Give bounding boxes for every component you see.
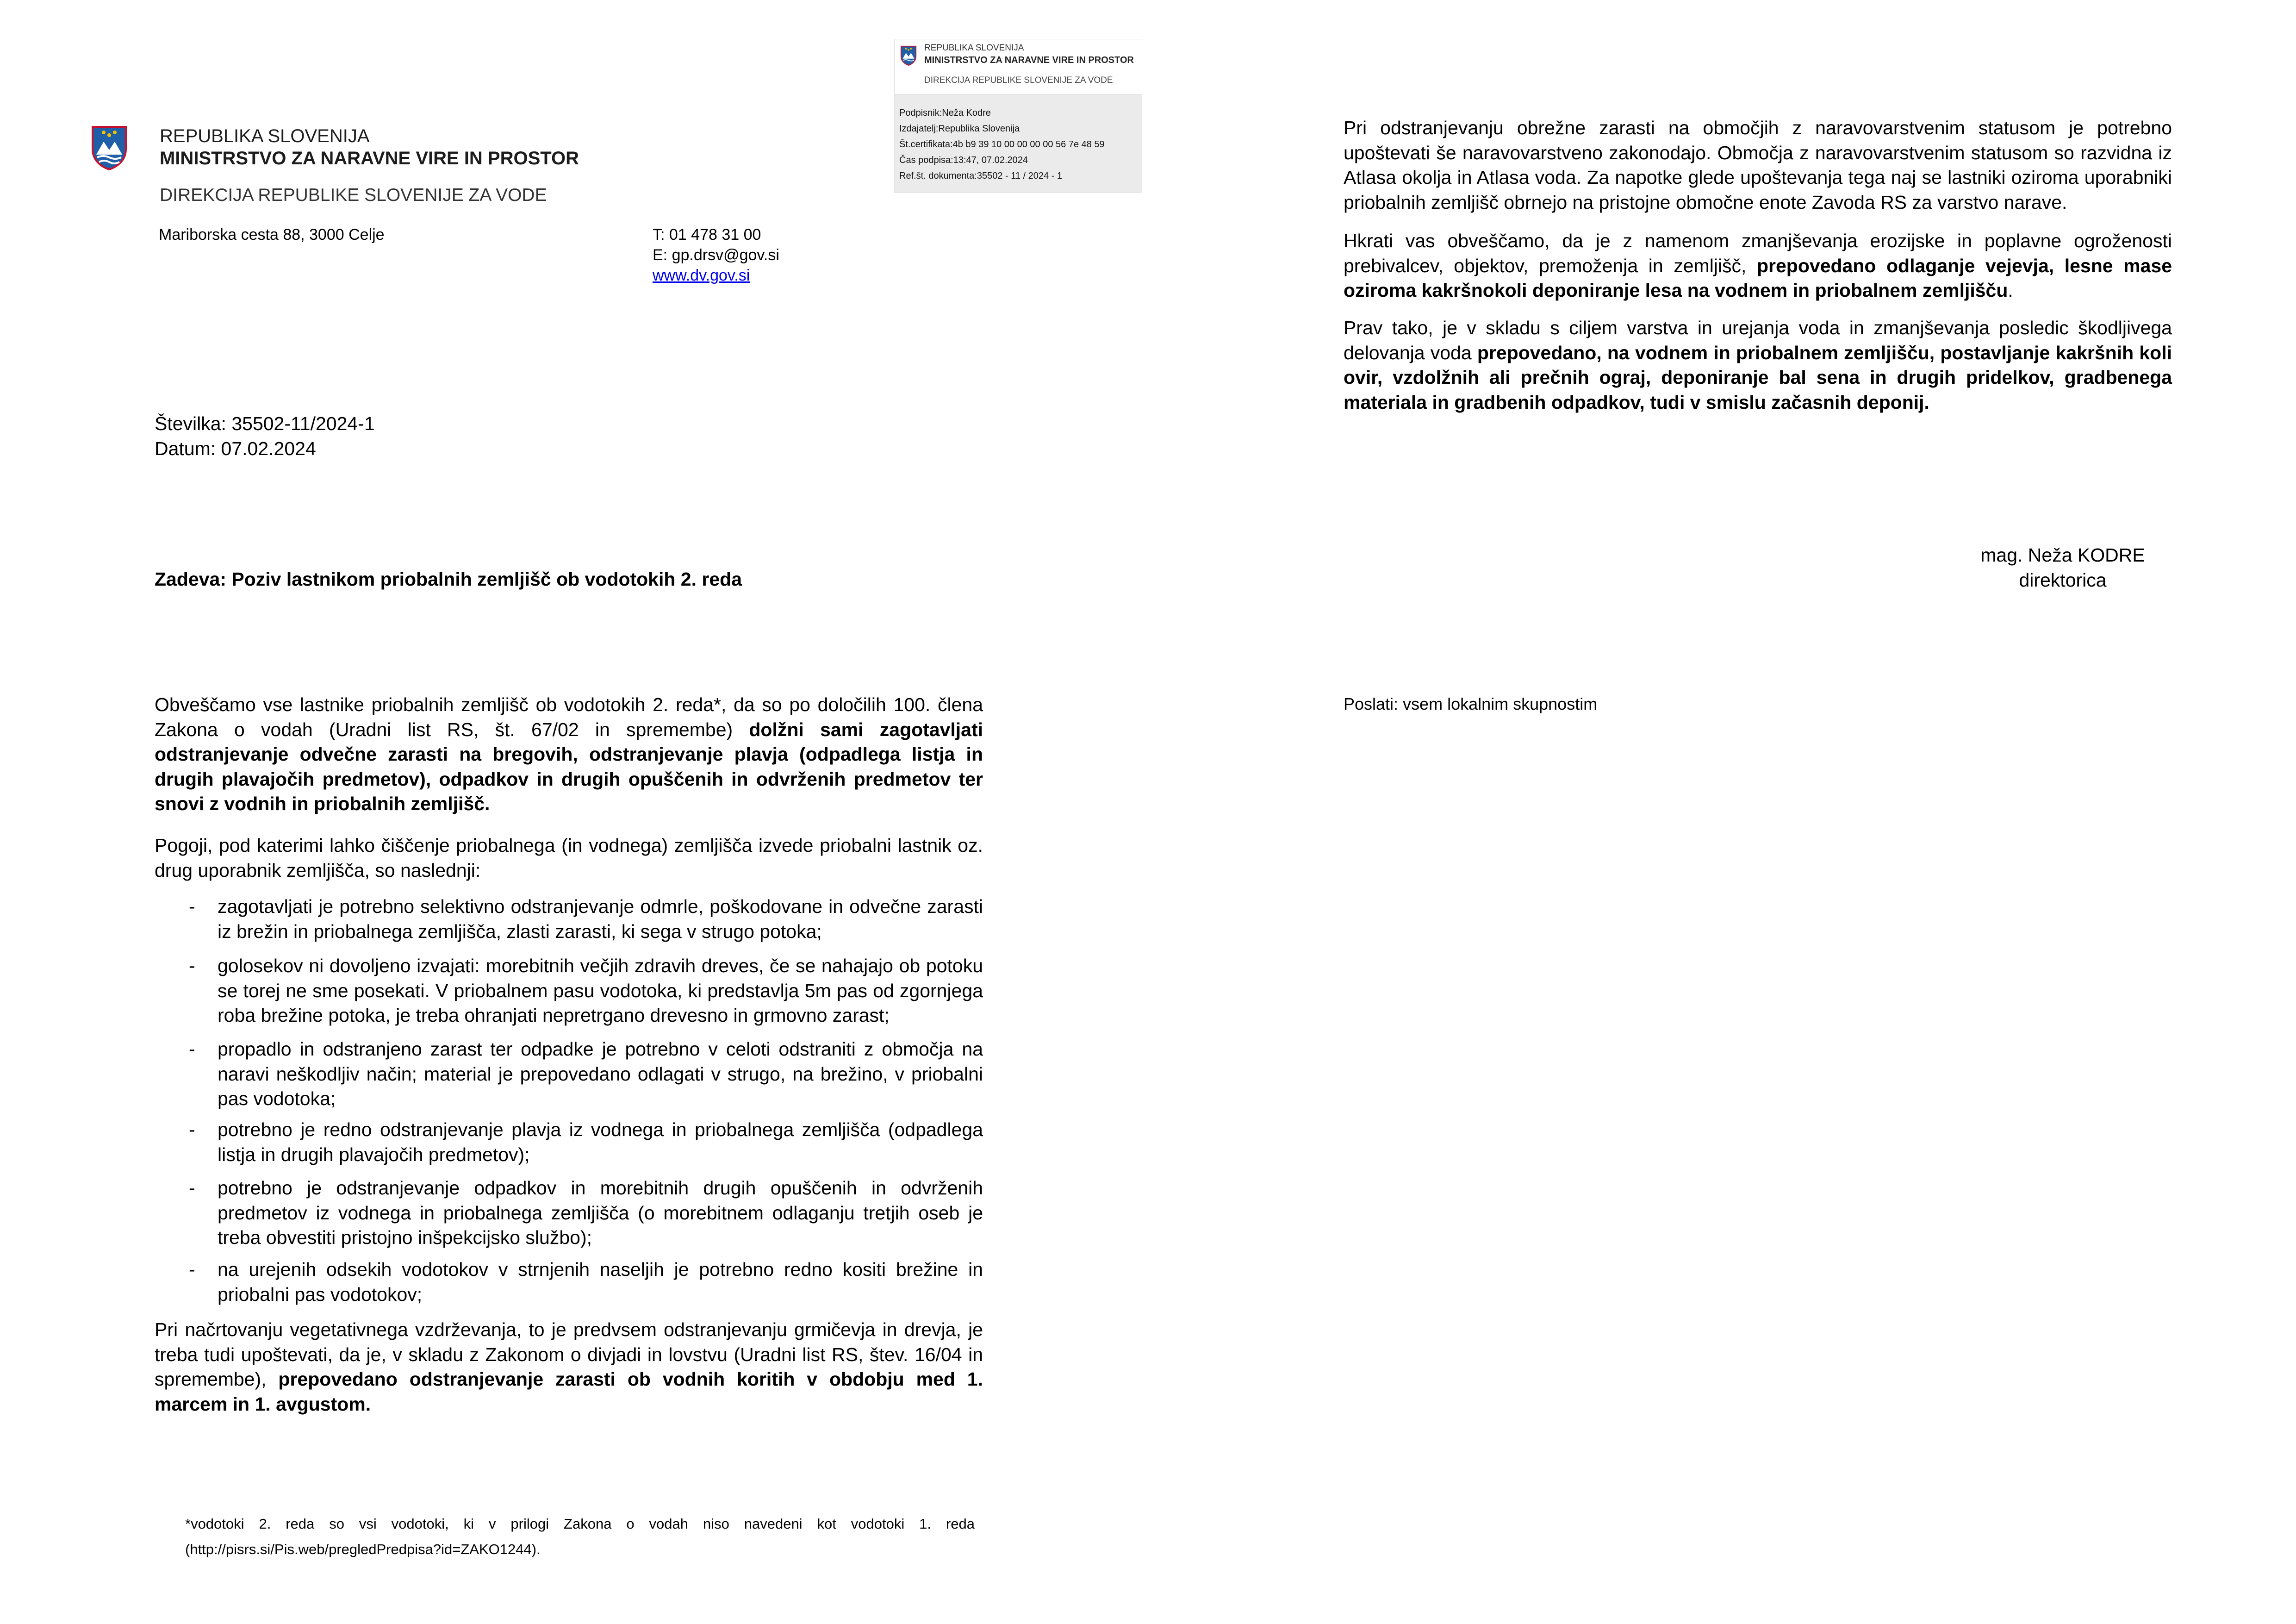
paragraph-obstacles bbox=[1344, 316, 2172, 415]
stamp-directorate: DIREKCIJA REPUBLIKE SLOVENIJE ZA VODE bbox=[924, 75, 1113, 85]
stamp-signer: Podpisnik:Neža Kodre bbox=[899, 108, 991, 118]
reference-date: Datum: 07.02.2024 bbox=[155, 438, 316, 459]
list-item: potrebno je redno odstranjevanje plavja iz vodnega in priobalnega zemljišča (odpadlega listja in drugih plavajočih predmetov); bbox=[218, 1119, 983, 1165]
paragraph-erosion-end: . bbox=[2008, 280, 2013, 301]
paragraph-vegetation bbox=[155, 1318, 983, 1417]
stamp-issuer: Izdajatelj:Republika Slovenija bbox=[899, 124, 1020, 134]
paragraph-obligation-bold: dolžni sami zagotavljati odstranjevanje odvečne zarasti na bregovih, odstranjevanje plavja (odpadlega listja in drugih plavajočih predmetov), odpadkov in drugih opuščenih in odvrženih predmetov ter snovi z vodnih in priobalnih zemljišč. bbox=[155, 718, 983, 814]
list-dash: - bbox=[189, 1177, 195, 1199]
letterhead-country: REPUBLIKA SLOVENIJA bbox=[160, 126, 370, 146]
stamp-doc-ref: Ref.št. dokumenta:35502 - 11 / 2024 - 1 bbox=[899, 171, 1063, 181]
paragraph-conditions: Pogoji, pod katerimi lahko čiščenje priobalnega (in vodnega) zemljišča izvede priobalni lastnik oz. drug uporabnik zemljišča, so naslednji: bbox=[155, 835, 983, 881]
stamp-certificate: Št.certifikata:4b b9 39 10 00 00 00 00 56 7e 48 59 bbox=[899, 139, 1105, 150]
footnote: *vodotoki 2. reda so vsi vodotoki, ki v prilogi Zakona o vodah niso navedeni kot vodotoki 1. reda (http://pisrs.si/Pis.web/pregledPredpisa?id=ZAKO1244). bbox=[185, 1516, 975, 1557]
stamp-header bbox=[895, 39, 1142, 94]
stamp-coat-of-arms-icon bbox=[900, 45, 917, 66]
stamp-sign-time: Čas podpisa:13:47, 07.02.2024 bbox=[899, 155, 1028, 165]
signatory-role: direktorica bbox=[2019, 569, 2107, 591]
paragraph-obstacles-text: Prav tako, je v skladu s ciljem varstva in urejanja voda in zmanjševanja posledic škodljivega delovanja voda bbox=[1344, 317, 2172, 363]
list-dash: - bbox=[189, 1259, 195, 1280]
signatory-name: mag. Neža KODRE bbox=[1980, 544, 2145, 566]
letterhead-phone: T: 01 478 31 00 bbox=[653, 226, 761, 244]
paragraph-obligation bbox=[155, 693, 983, 817]
slovenia-coat-of-arms-icon bbox=[91, 125, 128, 170]
paragraph-vegetation-bold: prepovedano odstranjevanje zarasti ob vodnih koritih v obdobju med 1. marcem in 1. avgustom. bbox=[155, 1368, 983, 1415]
list-item: propadlo in odstranjeno zarast ter odpadke je potrebno v celoti odstraniti z območja na naravi neškodljiv način; material je prepovedano odlagati v strugo, na brežino, v priobalni pas vodotoka; bbox=[218, 1038, 983, 1109]
list-item: golosekov ni dovoljeno izvajati: morebitnih večjih zdravih dreves, če se nahajajo ob potoku se torej ne sme posekati. V priobalnem pasu vodotoka, ki predstavlja 5m pas od zgornjega roba brežine potoka, je treba ohranjati nepretrgano drevesno in grmovno zarast; bbox=[218, 955, 983, 1026]
reference-number: Številka: 35502-11/2024-1 bbox=[155, 413, 375, 434]
paragraph-obstacles-bold: prepovedano, na vodnem in priobalnem zemljišču, postavljanje kakršnih koli ovir, vzdolžnih ali prečnih ograj, deponiranje bal sena in drugih pridelkov, gradbenega materiala in gradbenih odpadkov, tudi v smislu začasnih deponij. bbox=[1344, 342, 2172, 413]
list-item: na urejenih odsekih vodotokov v strnjenih naseljih je potrebno redno kositi brežine in priobalni pas vodotokov; bbox=[218, 1259, 983, 1305]
paragraph-erosion-text: Hkrati vas obveščamo, da je z namenom zmanjševanja erozijske in poplavne ogroženosti prebivalcev, objektov, premoženja in zemljišč, bbox=[1344, 230, 2172, 276]
stamp-ministry: MINISTRSTVO ZA NARAVNE VIRE IN PROSTOR bbox=[924, 55, 1134, 65]
letter-subject: Zadeva: Poziv lastnikom priobalnih zemljišč ob vodotokih 2. reda bbox=[155, 568, 742, 590]
paragraph-vegetation-text: Pri načrtovanju vegetativnega vzdrževanja, to je predvsem odstranjevanju grmičevja in drevja, je treba tudi upoštevati, da je, v skladu z Zakonom o divjadi in lovstvu (Uradni list RS, štev. 16/04 in spremembe), bbox=[155, 1319, 983, 1390]
letterhead-ministry: MINISTRSTVO ZA NARAVNE VIRE IN PROSTOR bbox=[160, 148, 579, 169]
list-dash: - bbox=[189, 1119, 195, 1140]
stamp-country: REPUBLIKA SLOVENIJA bbox=[924, 43, 1024, 53]
paragraph-obligation-text: Obveščamo vse lastnike priobalnih zemljišč ob vodotokih 2. reda*, da so po določilih 100. člena Zakona o vodah (Uradni list RS, št. 67/02 in spremembe) bbox=[155, 694, 983, 740]
list-item: potrebno je odstranjevanje odpadkov in morebitnih drugih opuščenih in odvrženih predmetov iz vodnega in priobalnega zemljišča (o morebitnem odlaganju tretjih oseb je treba obvestiti pristojno inšpekcijsko službo); bbox=[218, 1177, 983, 1248]
list-dash: - bbox=[189, 955, 195, 976]
send-to: Poslati: vsem lokalnim skupnostim bbox=[1344, 694, 1598, 713]
digital-signature-stamp bbox=[894, 39, 1142, 193]
letterhead-address: Mariborska cesta 88, 3000 Celje bbox=[159, 226, 385, 244]
letterhead-website-link[interactable]: www.dv.gov.si bbox=[653, 267, 750, 284]
paragraph-erosion-bold: prepovedano odlaganje vejevja, lesne mase oziroma kakršnokoli deponiranje lesa na vodnem in priobalnem zemljišču bbox=[1344, 255, 2172, 301]
paragraph-erosion bbox=[1344, 229, 2172, 303]
letterhead-email: E: gp.drsv@gov.si bbox=[653, 246, 779, 264]
letterhead-directorate: DIREKCIJA REPUBLIKE SLOVENIJE ZA VODE bbox=[160, 185, 547, 205]
list-item: zagotavljati je potrebno selektivno odstranjevanje odmrle, poškodovane in odvečne zarasti iz brežin in priobalnega zemljišča, zlasti zarasti, ki sega v strugo potoka; bbox=[218, 896, 983, 942]
paragraph-nature-protection: Pri odstranjevanju obrežne zarasti na območjih z naravovarstvenim statusom je potrebno upoštevati še naravovarstveno zakonodajo. Območja z naravovarstvenim statusom so razvidna iz Atlasa okolja in Atlasa voda. Za napotke glede upoštevanja tega naj se lastniki oziroma uporabniki priobalnih zemljišč obrnejo na pristojne območne enote Zavoda RS za varstvo narave. bbox=[1344, 117, 2172, 213]
list-dash: - bbox=[189, 896, 195, 917]
list-dash: - bbox=[189, 1038, 195, 1060]
